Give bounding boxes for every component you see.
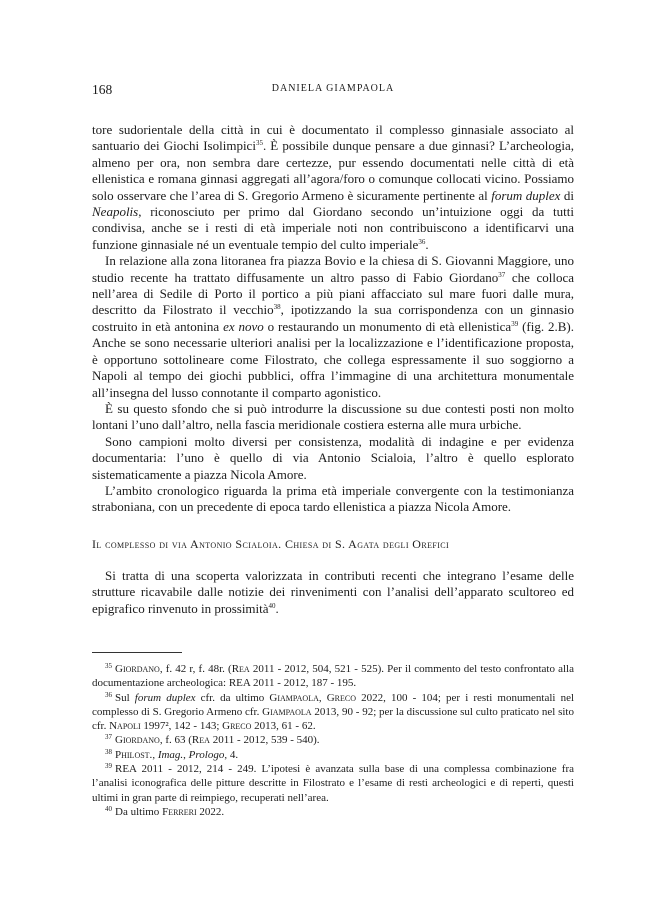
- footnote-ref[interactable]: 36: [418, 237, 426, 246]
- footnote-ref[interactable]: 37: [498, 270, 506, 279]
- footnote: $^{39}$ REA 2011 - 2012, 214 - 249. L’ipotesi è avanzata sulla base di una complessa combinazione fra l’analisi iconografica delle pitture descritte in Filostrato e l’esame di resti archeologici e di reperti, questi ultimi in gran parte di reimpiego, recuperati nell’area.: [92, 762, 574, 804]
- footnote-ref[interactable]: 40: [268, 601, 276, 610]
- page-header: [92, 82, 574, 100]
- page-number: 168: [92, 82, 113, 97]
- paragraph: È su questo sfondo che si può introdurre la discussione su due contesti posti non molto lontani l’uno dall’altro, nella fascia meridionale costiera esterna alle mura urbiche.: [92, 400, 574, 433]
- section-text: [92, 568, 574, 617]
- paragraph: Sono campioni molto diversi per consistenza, modalità di indagine e per evidenza documentaria: l’uno è quello di via Antonio Scialoia, l’altro è quello esplorato sistematicamente a piazza Nicola Amore.: [92, 433, 574, 482]
- footnote-separator: [92, 652, 182, 653]
- paragraph: Si tratta di una scoperta valorizzata in contributi recenti che integrano l’esame delle strutture ricavabile dalle notizie dei rinvenimenti con l’analisi dell’apparato scultoreo ed epigrafico rinvenuto in prossimità$^{40}$.: [92, 568, 574, 616]
- footnote: $^{37}$ Giordano, f. 63 (Rea 2011 - 2012, 539 - 540).: [105, 733, 320, 747]
- footnote-ref[interactable]: 35: [255, 139, 263, 148]
- footnote: $^{40}$ Da ultimo Ferreri 2022.: [105, 804, 225, 818]
- paragraph: L’ambito cronologico riguarda la prima età imperiale convergente con la testimonianza straboniana, con un precedente di epoca tardo ellenistica a piazza Nicola Amore.: [92, 482, 574, 515]
- running-head: DANIELA GIAMPAOLA: [271, 83, 395, 94]
- main-text: [92, 122, 574, 516]
- footnote-ref[interactable]: 38: [273, 303, 281, 312]
- section-heading: Il complesso di via Antonio Scialoia. Chiesa di S. Agata degli Orefici: [92, 537, 450, 551]
- footnote-ref[interactable]: 39: [511, 319, 519, 328]
- paragraph: tore sudorientale della città in cui è documentato il complesso ginnasiale associato al santuario dei Giochi Isolimpici$^{35}$. È possibile dunque pensare a due ginnasi? L’archeologia, almeno per ora, non sembra dare certezze, pur essendo documentati nelle città di età ellenistica e romana ginnasi aggregati all’agora/foro o comunque collocati vicino. Possiamo solo osservare che l’area di S. Gregorio Armeno è sicuramente pertinente al forum duplex di Neapolis, riconosciuto per primo dal Giordano secondo un’intuizione oggi da tutti condivisa, anche se i resti di età imperiale noti non contribuiscono a identificarvi una funzione ginnasiale né un eventuale tempio del culto imperiale$^{36}$.: [92, 122, 574, 252]
- paragraph: In relazione alla zona litoranea fra piazza Bovio e la chiesa di S. Giovanni Maggiore, uno studio recente ha trattato diffusamente un altro passo di Fabio Giordano$^{37}$ che colloca nell’area di Sedile di Porto il portico a più piani affacciato sul mare fuori dalle mura, descritto da Filostrato il vecchio$^{38}$, ipotizzando la sua corrispondenza con un ginnasio costruito in età antonina ex novo o restaurando un monumento di età ellenistica$^{39}$ (fig. 2.B). Anche se sono necessarie ulteriori analisi per la localizzazione e l’identificazione proposta, è opportuno sottolineare come Filostrato, che collega espressamente il suo soggiorno a Napoli al tempo dei giochi pubblici, offra l’immagine di una architettura monumentale all’insegna del lusso connotante il comparto agonistico.: [92, 253, 575, 400]
- footnote: $^{38}$ Philost., Imag., Prologo, 4.: [105, 747, 239, 761]
- footnote: $^{35}$ Giordano, f. 42 r, f. 48r. (Rea 2011 - 2012, 504, 521 - 525). Per il commento del testo confrontato alla documentazione archeologica: REA 2011 - 2012, 187 - 195.: [92, 662, 574, 690]
- footnote: $^{36}$ Sul forum duplex cfr. da ultimo Giampaola, Greco 2022, 100 - 104; per i resti monumentali nel complesso di S. Gregorio Armeno cfr. Giampaola 2013, 90 - 92; per la discussione sul culto praticato nel sito cfr. Napoli 1997², 142 - 143; Greco 2013, 61 - 62.: [92, 690, 575, 733]
- footnotes: [92, 662, 574, 819]
